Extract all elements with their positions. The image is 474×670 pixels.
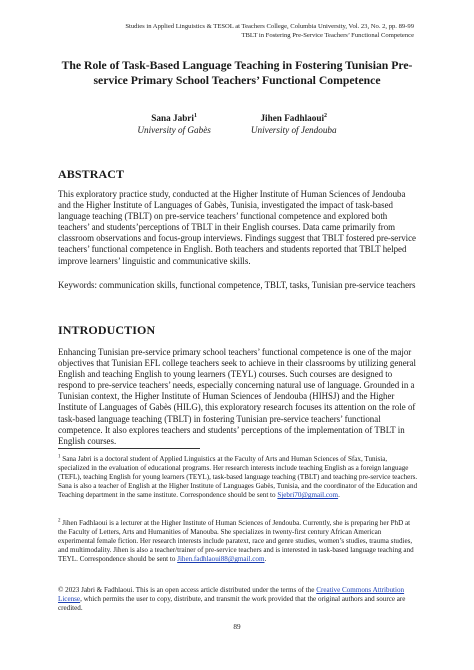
author-2 — [251, 112, 337, 136]
author-affiliation: University of Gabès — [137, 125, 211, 135]
footnote-number: 1 — [58, 454, 61, 460]
footnote-text: Jihen Fadhlaoui is a lecturer at the Higher Institute of Human Sciences of Jendouba. Currently, she is preparing her PhD at the Faculty of Letters, Arts and Humanities of Manouba. She specializes in twenty-first century African American experimental female fiction. Her research interests include paratext, race and genre studies, women’s studies, trauma studies, and multimodality. Jihen is also a teacher/trainer of pre-service teachers and is interested in task-based language teaching and TEYL. Correspondence should be sent to — [58, 519, 414, 564]
article-title: The Role of Task-Based Language Teaching in Fostering Tunisian Pre-service Primary School Teachers’ Functional Competence — [61, 59, 413, 87]
author-block — [0, 112, 474, 136]
footnote-number: 2 — [58, 518, 61, 524]
running-title: TBLT in Fostering Pre-Service Teachers’ Functional Competence — [241, 32, 414, 39]
license-link[interactable]: Creative Commons Attribution License — [58, 586, 405, 604]
keywords: Keywords: communication skills, functional competence, TBLT, tasks, Tunisian pre-service teachers — [58, 280, 416, 290]
copyright-text: © 2023 Jabri & Fadhlaoui. This is an open access article distributed under the terms of the — [58, 586, 317, 594]
introduction-heading: INTRODUCTION — [58, 323, 156, 337]
footnote-tail: . — [338, 491, 340, 500]
page-number: 89 — [233, 623, 241, 631]
footnote-divider — [58, 448, 200, 449]
email-link[interactable]: Sjebri70@gmail.com — [277, 491, 339, 500]
journal-citation: Studies in Applied Linguistics & TESOL at Teachers College, Columbia University, Vol. 23, No. 2, pp. 89-99 — [125, 23, 414, 30]
abstract-heading: ABSTRACT — [58, 167, 125, 181]
introduction-body: Enhancing Tunisian pre-service primary school teachers’ functional competence is one of the major objectives that Tunisian EFL college teachers seek to achieve in their classrooms by utilizing general English and teaching English to young learners (TEYL) courses. Such courses are designed to respond to pre-service teachers’ needs, especially concerning natural use of language. Grounded in a Tunisian context, the Higher Institute of Human Sciences of Jendouba (HIHSJ) and the Higher Institute of Languages of Gabès (HILG), this exploratory research focuses its attention on the role of task-based language teaching (TBLT) in fostering Tunisian pre-service teachers’ functional competence. It also explores teachers and students’ perceptions of the implementation of TBLT in English courses. — [58, 347, 417, 446]
author-affiliation: University of Jendouba — [250, 125, 337, 135]
copyright-notice — [58, 586, 418, 613]
author-name: Sana Jabri — [151, 113, 194, 123]
author-name: Jihen Fadhlaoui — [260, 113, 325, 123]
footnote-text: Sana Jabri is a doctoral student of Applied Linguistics at the Faculty of Arts and Human Sciences of Sfax, Tunisia, specialized in the evaluation of educational programs. Her research interests include teaching English as a foreign language (TEFL), teaching English for young learners (TEYL), task-based language teaching (TBLT) and teaching pre-service teachers. Sana is also a teacher of English at the Higher Institute of Languages Gabès, Tunisia, and the coordinator of the Education and Teaching department in the same institute. Correspondence should be sent to — [58, 455, 418, 500]
footnote-marker[interactable]: 1 — [193, 112, 197, 119]
footnote-tail: . — [264, 555, 267, 564]
footnote-2 — [58, 519, 418, 564]
abstract-body: This exploratory practice study, conducted at the Higher Institute of Human Sciences of Jendouba and the Higher Institute of Languages of Gabès, Tunisia, investigated the impact of task-based language teaching (TBLT) on pre-service teachers’ functional competence and explored both teachers’ and students’perceptions of TBLT in their English courses. Data came primarily from classroom observations and focus-group interviews. Findings suggest that TBLT fostered pre-service teachers’ functional competence in English. Both teachers and students reported that TBLT helped improve learners’ linguistic and communicative skills. — [58, 189, 416, 266]
footnote-marker[interactable]: 2 — [324, 112, 328, 119]
copyright-text-end: , which permits the user to copy, distribute, and transmit the work provided that the original authors and source are credited. — [58, 595, 406, 613]
author-1 — [137, 112, 211, 136]
footnote-1 — [58, 455, 418, 500]
email-link[interactable]: Jihen.fadhlaoui88@gmail.com — [177, 555, 265, 564]
running-header — [54, 22, 414, 40]
